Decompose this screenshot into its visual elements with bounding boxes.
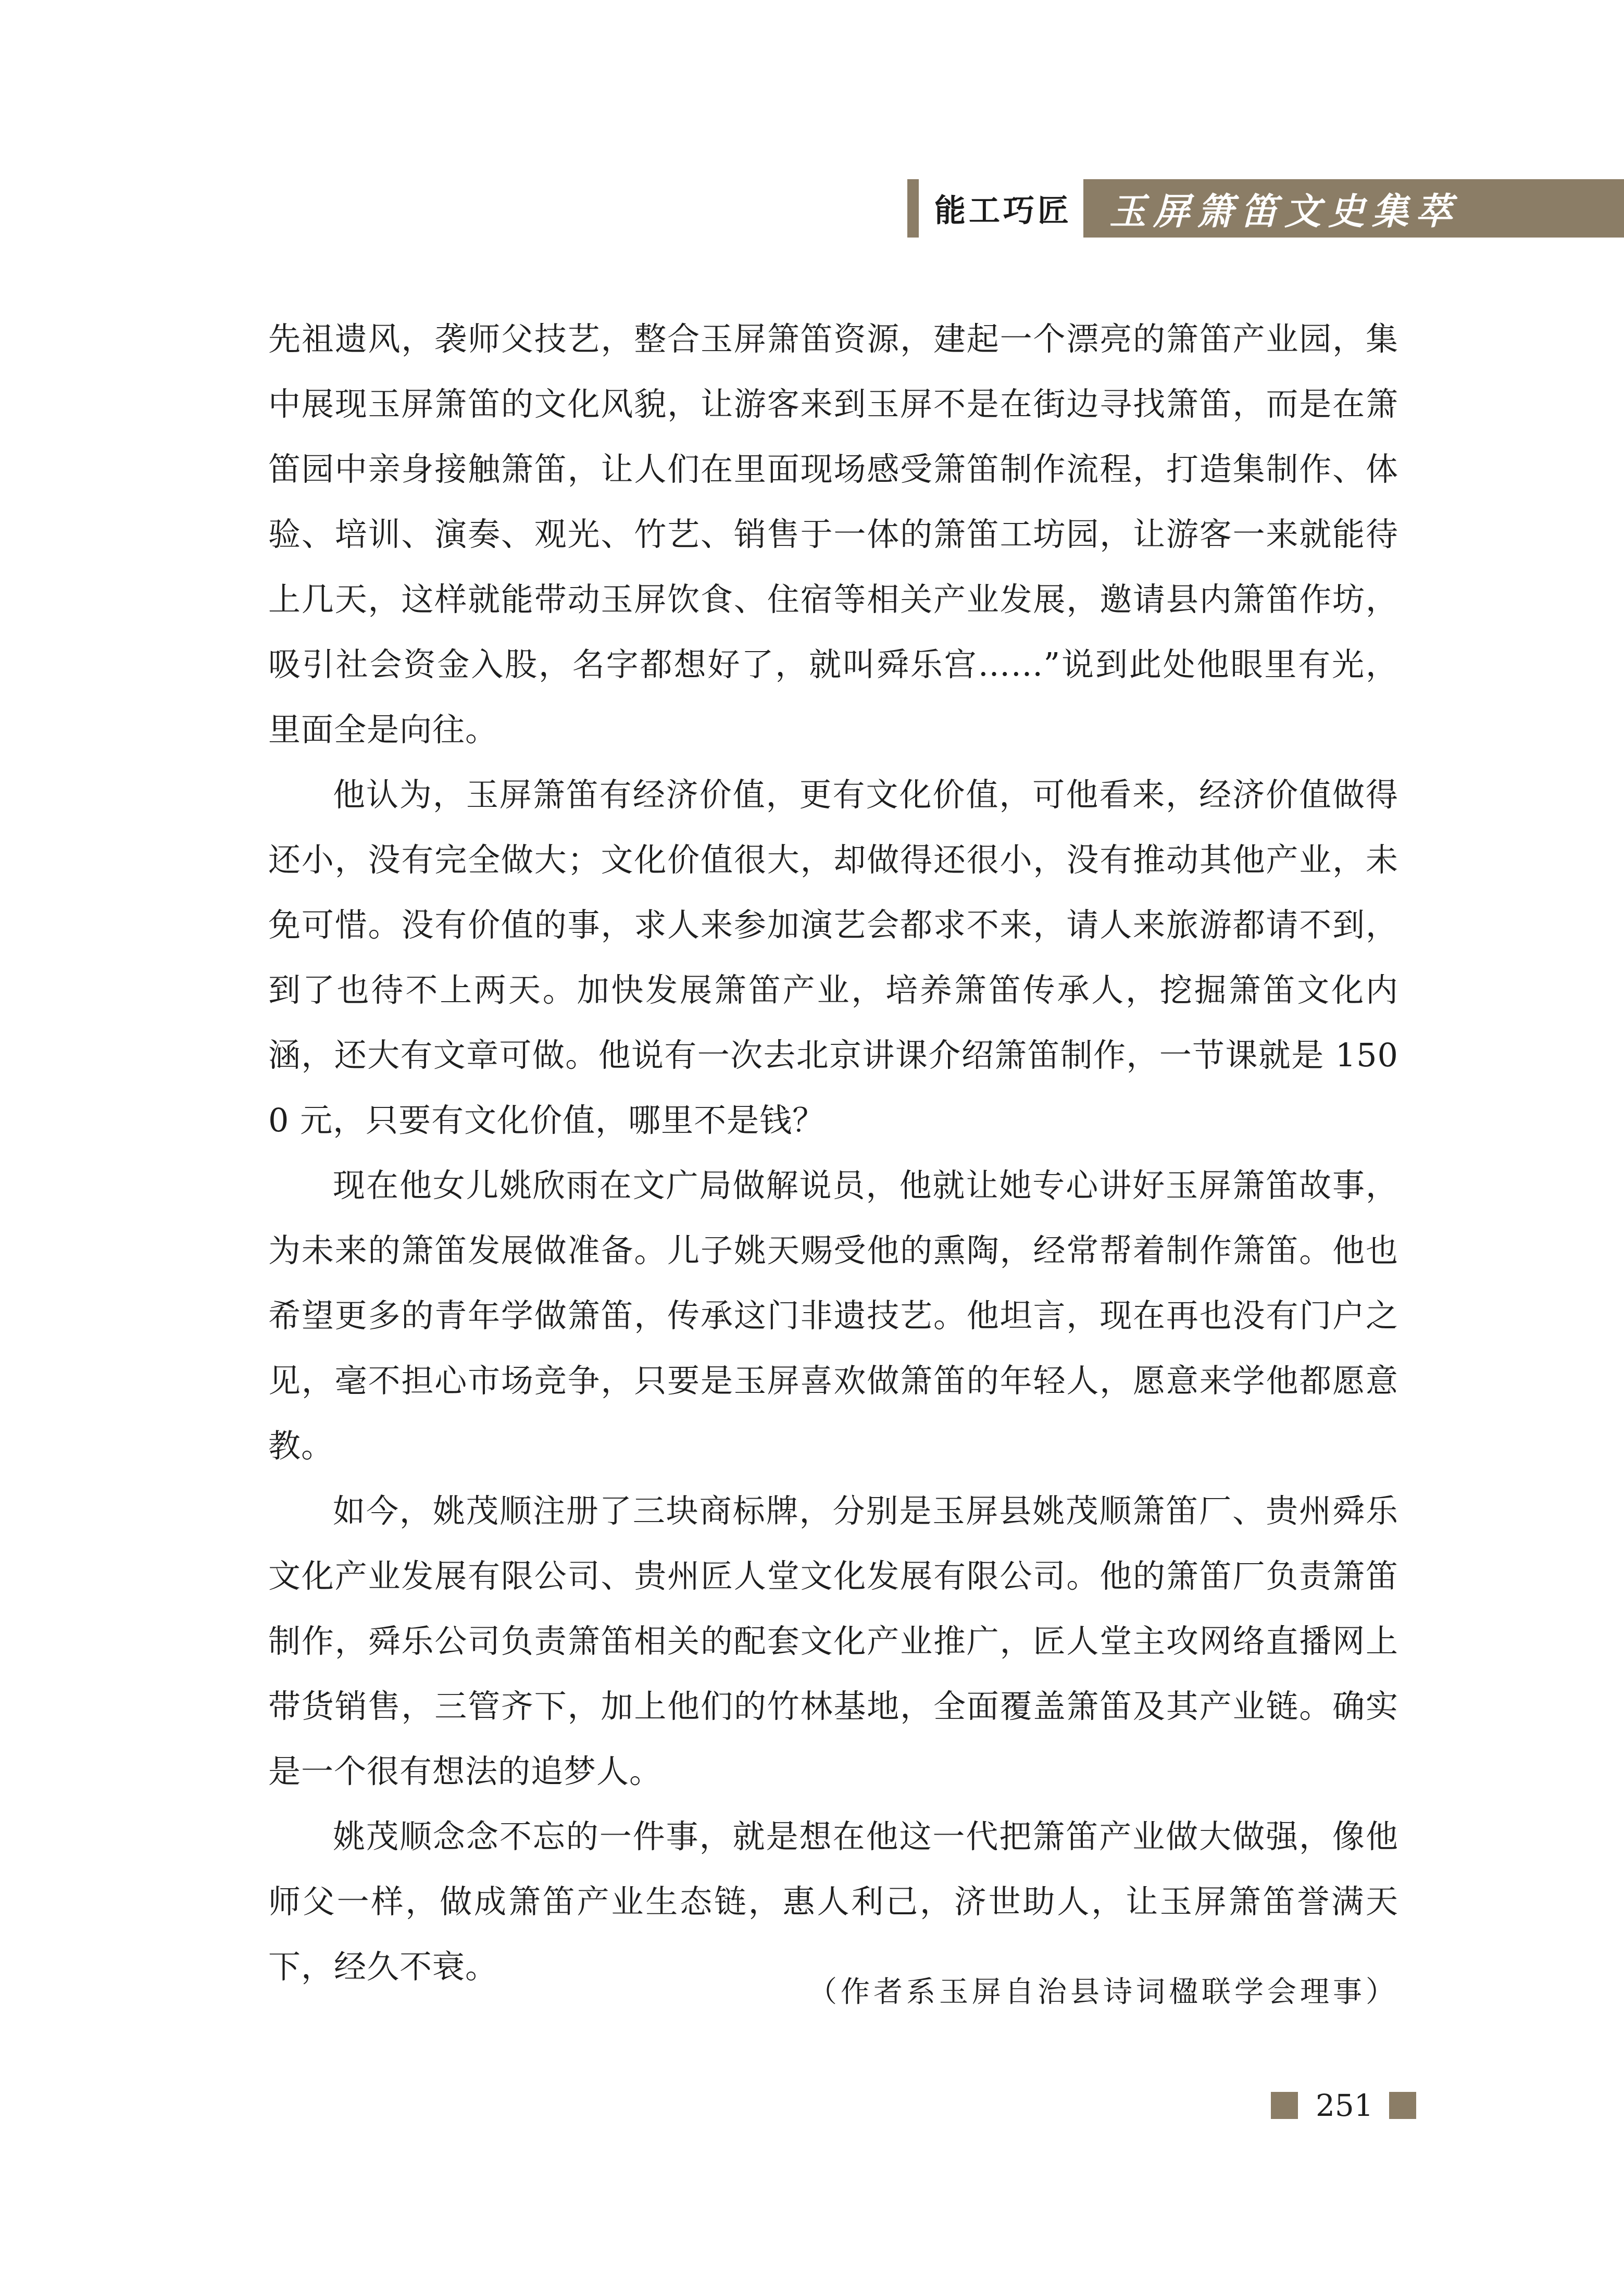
section-title: 能工巧匠 <box>919 179 1083 238</box>
footer-square-right <box>1389 2092 1416 2119</box>
paragraph: 现在他女儿姚欣雨在文广局做解说员，他就让她专心讲好玉屏箫笛故事，为未来的箫笛发展做准备。儿子姚天赐受他的熏陶，经常帮着制作箫笛。他也希望更多的青年学做箫笛，传承这门非遗技艺。他坦言，现在再也没有门户之见，毫不担心市场竞争，只要是玉屏喜欢做箫笛的年轻人，愿意来学他都愿意教。 <box>268 1166 1398 1465</box>
article-body <box>268 306 1398 1999</box>
paragraph: 他认为，玉屏箫笛有经济价值，更有文化价值，可他看来，经济价值做得还小，没有完全做大；文化价值很大，却做得还很小，没有推动其他产业，未免可惜。没有价值的事，求人来参加演艺会都求不来，请人来旅游都请不到，到了也待不上两天。加快发展箫笛产业，培养箫笛传承人，挖掘箫笛文化内涵，还大有文章可做。他说有一次去北京讲课介绍箫笛制作，一节课就是 1500 元，只要有文化价值，哪里不是钱？ <box>268 776 1398 1139</box>
book-title: 玉屏箫笛文史集萃 <box>1083 179 1624 238</box>
footer-square-left <box>1271 2092 1298 2119</box>
page-footer <box>1271 2089 1416 2122</box>
paragraph: 姚茂顺念念不忘的一件事，就是想在他这一代把箫笛产业做大做强，像他师父一样，做成箫笛产业生态链，惠人利己，济世助人，让玉屏箫笛誉满天下，经久不衰。 <box>268 1817 1398 1986</box>
author-credit: （作者系玉屏自治县诗词楹联学会理事） <box>808 1975 1398 2009</box>
header-accent-bar <box>907 179 919 238</box>
paragraph-continued: 先祖遗风，袭师父技艺，整合玉屏箫笛资源，建起一个漂亮的箫笛产业园，集中展现玉屏箫笛的文化风貌，让游客来到玉屏不是在街边寻找箫笛，而是在箫笛园中亲身接触箫笛，让人们在里面现场感受箫笛制作流程，打造集制作、体验、培训、演奏、观光、竹艺、销售于一体的箫笛工坊园，让游客一来就能待上几天，这样就能带动玉屏饮食、住宿等相关产业发展，邀请县内箫笛作坊，吸引社会资金入股，名字都想好了，就叫舜乐宫……”说到此处他眼里有光，里面全是向往。 <box>268 320 1398 749</box>
running-header <box>907 179 1624 238</box>
page-number: 251 <box>1316 2088 1373 2123</box>
paragraph: 如今，姚茂顺注册了三块商标牌，分别是玉屏县姚茂顺箫笛厂、贵州舜乐文化产业发展有限公司、贵州匠人堂文化发展有限公司。他的箫笛厂负责箫笛制作，舜乐公司负责箫笛相关的配套文化产业推广，匠人堂主攻网络直播网上带货销售，三管齐下，加上他们的竹林基地，全面覆盖箫笛及其产业链。确实是一个很有想法的追梦人。 <box>268 1492 1398 1790</box>
